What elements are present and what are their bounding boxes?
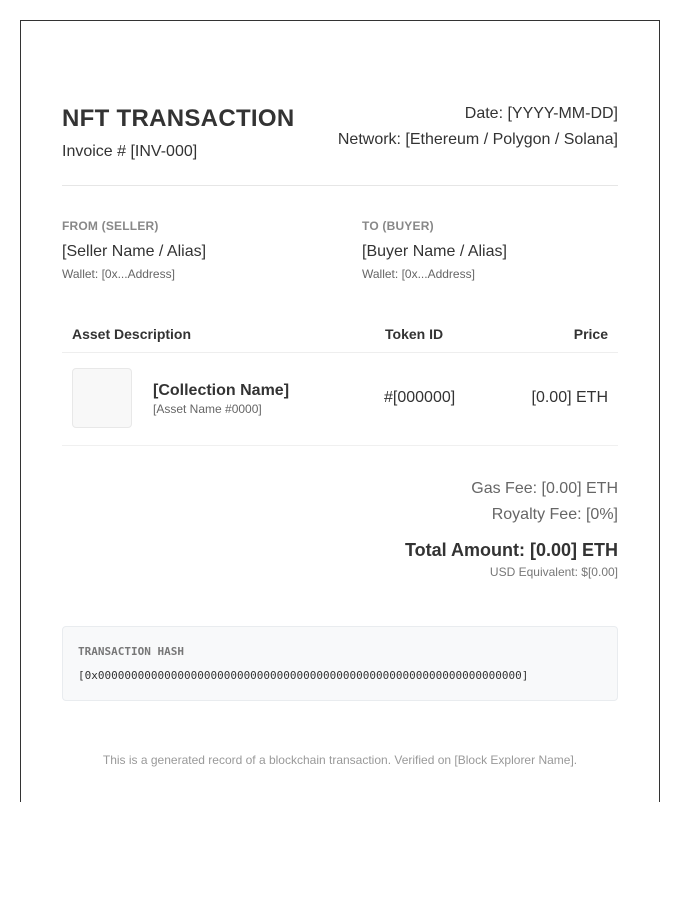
- asset-thumbnail: [72, 368, 132, 428]
- buyer-wallet: Wallet: [0x...Address]: [362, 267, 475, 281]
- asset-name: [Asset Name #0000]: [153, 402, 262, 416]
- document-title: NFT TRANSACTION: [62, 105, 295, 132]
- transaction-date: Date: [YYYY-MM-DD]: [464, 105, 618, 122]
- buyer-block: [362, 219, 622, 281]
- column-header-asset: Asset Description: [72, 326, 192, 342]
- asset-table: [62, 315, 618, 446]
- gas-fee: Gas Fee: [0.00] ETH: [471, 480, 618, 497]
- royalty-fee: Royalty Fee: [0%]: [491, 506, 618, 523]
- transaction-hash-value: [0x0000000000000000000000000000000000000000000000000000000000000000]: [78, 669, 529, 682]
- seller-wallet: Wallet: [0x...Address]: [62, 267, 175, 281]
- network-label: Network: [Ethereum / Polygon / Solana]: [337, 131, 618, 148]
- collection-name: [Collection Name]: [153, 382, 290, 399]
- transaction-hash-label: TRANSACTION HASH: [78, 645, 184, 658]
- seller-name: [Seller Name / Alias]: [62, 243, 207, 260]
- transaction-hash-box: [62, 626, 618, 701]
- table-header: [62, 315, 618, 353]
- asset-price: [0.00] ETH: [531, 389, 608, 406]
- fee-summary: [405, 479, 618, 579]
- buyer-name: [Buyer Name / Alias]: [362, 243, 507, 260]
- column-header-price: Price: [573, 326, 608, 342]
- usd-equivalent: USD Equivalent: $[0.00]: [489, 565, 618, 579]
- seller-block: [62, 219, 322, 281]
- footer-note: This is a generated record of a blockchain transaction. Verified on [Block Explorer Name].: [102, 753, 578, 767]
- invoice-header: [62, 105, 618, 185]
- total-amount: Total Amount: [0.00] ETH: [405, 540, 618, 560]
- invoice-sheet: [20, 20, 660, 802]
- header-divider: [62, 185, 618, 186]
- column-header-token-id: Token ID: [385, 326, 444, 342]
- buyer-label: TO (BUYER): [362, 219, 434, 233]
- invoice-number: Invoice # [INV-000]: [62, 143, 198, 160]
- seller-label: FROM (SELLER): [62, 219, 159, 233]
- token-id: #[000000]: [384, 389, 456, 406]
- table-row: [62, 353, 618, 446]
